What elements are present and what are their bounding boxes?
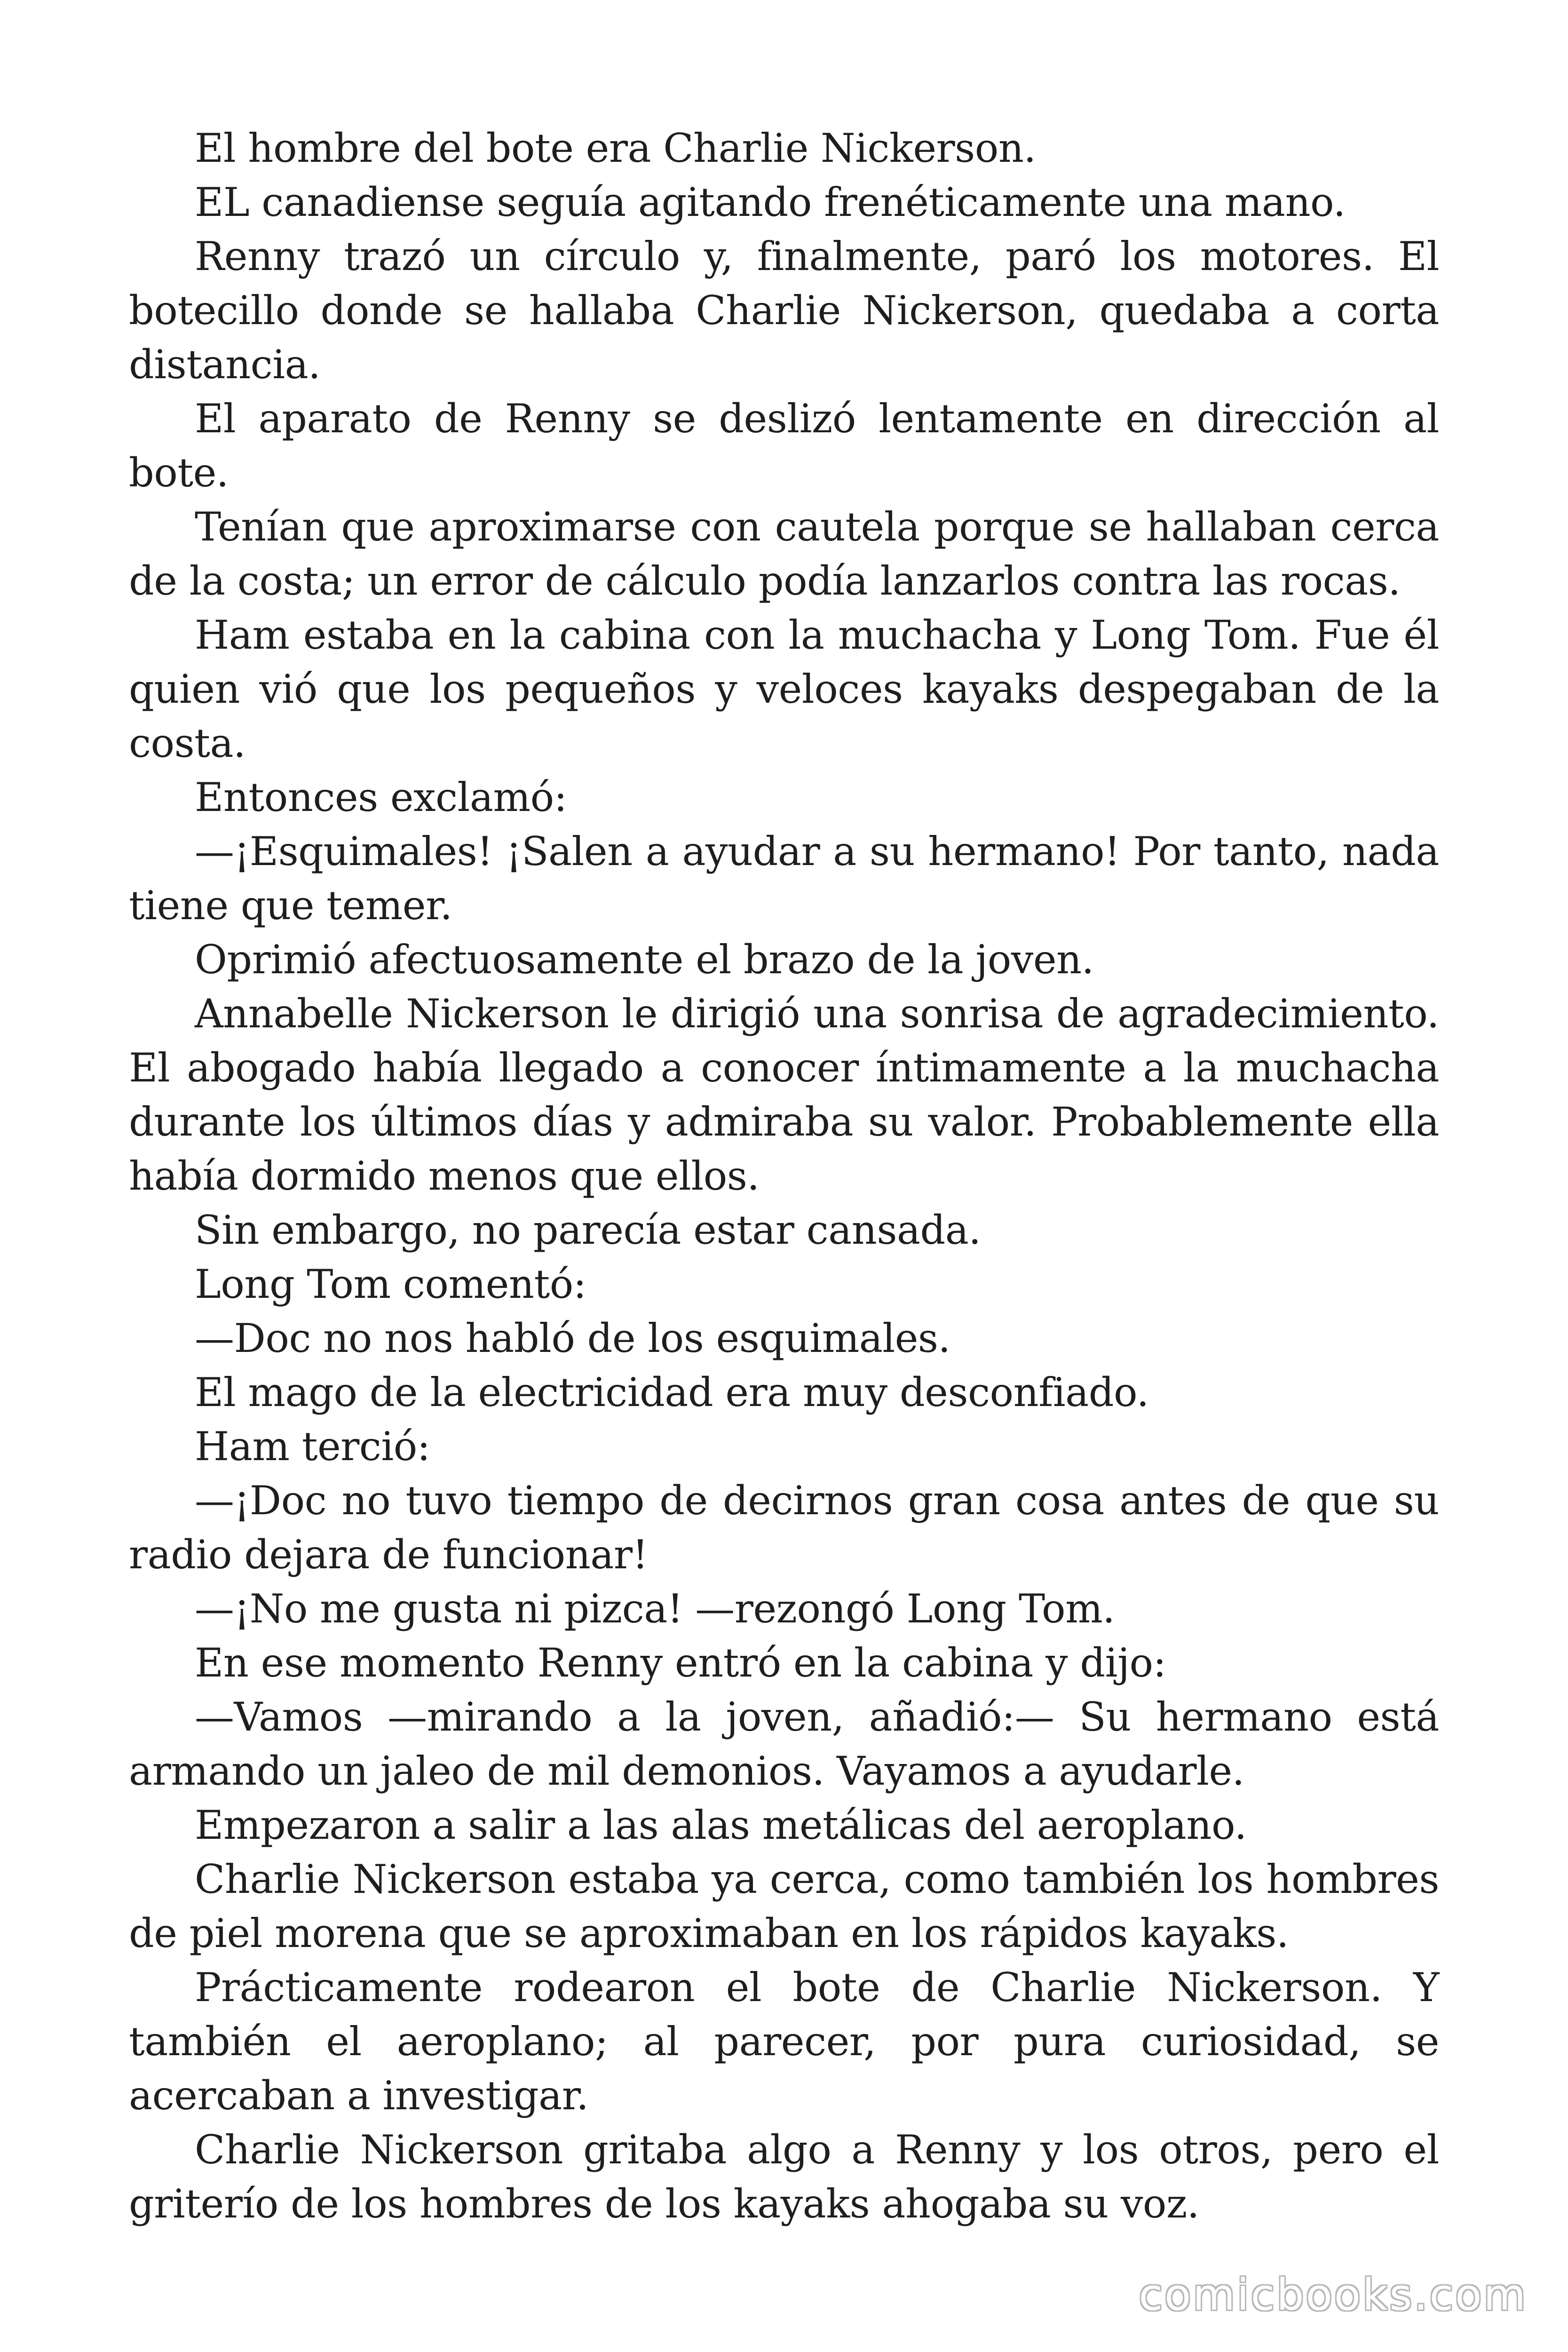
paragraph: —¡No me gusta ni pizca! —rezongó Long Tom. (195, 1586, 1115, 1632)
paragraph: Renny trazó un círculo y, finalmente, paró los motores. El botecillo donde se hallaba Charlie Nickerson, quedaba a corta distancia. (129, 233, 1439, 388)
paragraph: En ese momento Renny entró en la cabina y dijo: (195, 1640, 1166, 1686)
paragraph: Sin embargo, no parecía estar cansada. (195, 1207, 981, 1253)
paragraph: Long Tom comentó: (195, 1261, 586, 1307)
watermark: comicbooks.com (1139, 2270, 1528, 2320)
paragraph: El mago de la electricidad era muy desconfiado. (195, 1369, 1149, 1415)
paragraph: Charlie Nickerson gritaba algo a Renny y los otros, pero el griterío de los hombres de los kayaks ahogaba su voz. (129, 2127, 1439, 2227)
paragraph: Ham terció: (195, 1423, 430, 1470)
paragraph: Entonces exclamó: (195, 774, 567, 820)
paragraph: —¡Esquimales! ¡Salen a ayudar a su hermano! Por tanto, nada tiene que temer. (129, 828, 1439, 929)
paragraph: Empezaron a salir a las alas metálicas del aeroplano. (195, 1802, 1247, 1848)
paragraph: El hombre del bote era Charlie Nickerson. (195, 125, 1036, 171)
paragraph: —Doc no nos habló de los esquimales. (195, 1315, 950, 1361)
paragraph: El aparato de Renny se deslizó lentamente en dirección al bote. (129, 396, 1439, 496)
paragraph: Charlie Nickerson estaba ya cerca, como también los hombres de piel morena que se aproximaban en los rápidos kayaks. (129, 1856, 1439, 1956)
paragraph: Annabelle Nickerson le dirigió una sonrisa de agradecimiento. El abogado había llegado a conocer íntimamente a la muchacha durante los últimos días y admiraba su valor. Probablemente ella había dormido menos que ellos. (129, 991, 1439, 1199)
page-text (129, 121, 1439, 2231)
paragraph: Oprimió afectuosamente el brazo de la joven. (195, 937, 1094, 983)
paragraph: Ham estaba en la cabina con la muchacha y Long Tom. Fue él quien vió que los pequeños y veloces kayaks despegaban de la costa. (129, 612, 1439, 766)
paragraph: Prácticamente rodearon el bote de Charlie Nickerson. Y también el aeroplano; al parecer, por pura curiosidad, se acercaban a investigar. (129, 1964, 1439, 2119)
paragraph: EL canadiense seguía agitando frenéticamente una mano. (195, 179, 1346, 225)
paragraph: —Vamos —mirando a la joven, añadió:— Su hermano está armando un jaleo de mil demonios. Vayamos a ayudarle. (129, 1694, 1439, 1794)
paragraph: Tenían que aproximarse con cautela porque se hallaban cerca de la costa; un error de cálculo podía lanzarlos contra las rocas. (129, 504, 1439, 604)
paragraph: —¡Doc no tuvo tiempo de decirnos gran cosa antes de que su radio dejara de funcionar! (129, 1478, 1439, 1578)
